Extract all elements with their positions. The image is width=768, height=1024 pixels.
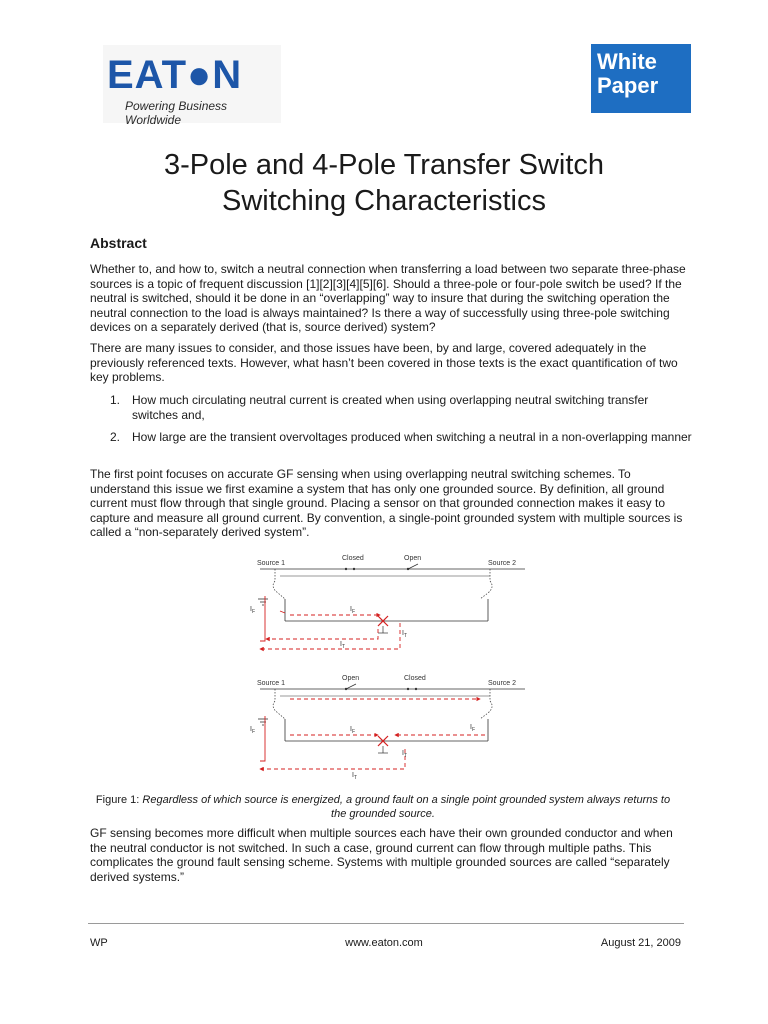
if-label: $I_F$ <box>470 724 476 733</box>
fault-current-path <box>260 716 265 761</box>
eaton-logo <box>103 45 281 127</box>
it-label: $I_T$ <box>352 772 358 781</box>
switch-contact <box>415 688 417 690</box>
footer-doc-type: WP <box>90 937 108 949</box>
badge-line-1: White <box>597 49 657 74</box>
diagram-top <box>250 555 525 650</box>
switch-contact <box>407 688 409 690</box>
switch-b-label: Closed <box>404 675 426 682</box>
caption-text: Regardless of which source is energized, a ground fault on a single point grounded system always returns to the grounded source. <box>142 794 671 820</box>
white-paper-badge <box>591 44 691 113</box>
source1-label: Source 1 <box>257 680 286 687</box>
paragraph-3: The first point focuses on accurate GF sensing when using overlapping neutral switching schemes. To understand this issue we first examine a system that has only one grounded source. By definition, all ground current must flow through that single ground. Placing a sensor on that grounded connection makes it easy to capture and measure all ground current. By convention, a single-point grounded system with multiple sources is called a “non-separately derived system”. <box>90 467 683 539</box>
source2-winding <box>480 569 492 599</box>
page-title <box>0 147 768 219</box>
logo-wordmark: EAT●N <box>107 53 243 97</box>
badge-line-2: Paper <box>597 73 659 98</box>
title-line-1: 3-Pole and 4-Pole Transfer Switch <box>163 149 605 181</box>
it-label: $I_T$ <box>340 641 346 650</box>
fault-current-path <box>280 611 285 613</box>
source2-winding <box>480 689 492 719</box>
list-text: How large are the transient overvoltages produced when switching a neutral in a non-overlapping manner <box>132 430 692 444</box>
list-number: 1. <box>110 393 121 407</box>
return-current-arrow <box>266 629 378 639</box>
if-label: $I_F$ <box>350 606 356 615</box>
fault-current-path <box>260 596 265 641</box>
switch-contact <box>353 568 355 570</box>
list-text: How much circulating neutral current is created when using overlapping neutral switching transfer switches and, <box>132 393 649 422</box>
title-line-2: Switching Characteristics <box>222 185 546 217</box>
if-label: $I_F$ <box>250 726 256 735</box>
caption-prefix: Figure 1: <box>95 794 143 806</box>
switch-contact <box>345 568 347 570</box>
source1-winding <box>273 569 285 599</box>
paragraph-1: Whether to, and how to, switch a neutral connection when transferring a load between two separate three-phase sources is a topic of frequent discussion [1][2][3][4][5][6]. Should a three-pole or four-pole switch be used? If the neutral is switched, should it be done in an “overlapping” way to insure that during the switching operation the neutral connection to the load is always maintained? Is there a way of successfully using three-pole switching devices on a separately derived (that is, source derived) system? <box>90 262 686 334</box>
switch-a-label: Open <box>342 675 360 682</box>
if-label: $I_F$ <box>250 606 256 615</box>
abstract-heading: Abstract <box>90 235 147 251</box>
paragraph-2: There are many issues to consider, and those issues have been, by and large, covered adequately in the previously referenced texts. However, what hasn’t been covered in those texts is the exact quantification of two key problems. <box>90 341 678 384</box>
footer-divider <box>88 923 684 924</box>
switch-blade <box>346 684 356 689</box>
figure-caption <box>88 793 678 821</box>
source1-label: Source 1 <box>257 560 286 567</box>
source2-label: Source 2 <box>488 680 517 687</box>
if-label: $I_F$ <box>350 726 356 735</box>
paragraph-4: GF sensing becomes more difficult when multiple sources each have their own grounded conductor and when the neutral conductor is not switched. In such a case, ground current can flow through multiple paths. This complicates the ground fault sensing scheme. Systems with multiple grounded sources are called “separately derived systems.” <box>90 826 673 884</box>
switch-b-label: Open <box>404 555 422 562</box>
switch-a-label: Closed <box>342 555 364 562</box>
it-label: $I_T$ <box>402 750 408 759</box>
footer-url: www.eaton.com <box>345 937 423 949</box>
return-current-arrow <box>260 623 400 649</box>
ground-fault-diagram <box>230 551 550 783</box>
list-number: 2. <box>110 430 121 444</box>
source2-label: Source 2 <box>488 560 517 567</box>
it-label: $I_T$ <box>402 630 408 639</box>
diagram-bottom <box>250 675 525 781</box>
switch-blade <box>408 564 418 569</box>
footer-date: August 21, 2009 <box>600 937 681 949</box>
logo-tagline: Powering Business Worldwide <box>125 99 228 127</box>
source1-winding <box>273 689 285 719</box>
